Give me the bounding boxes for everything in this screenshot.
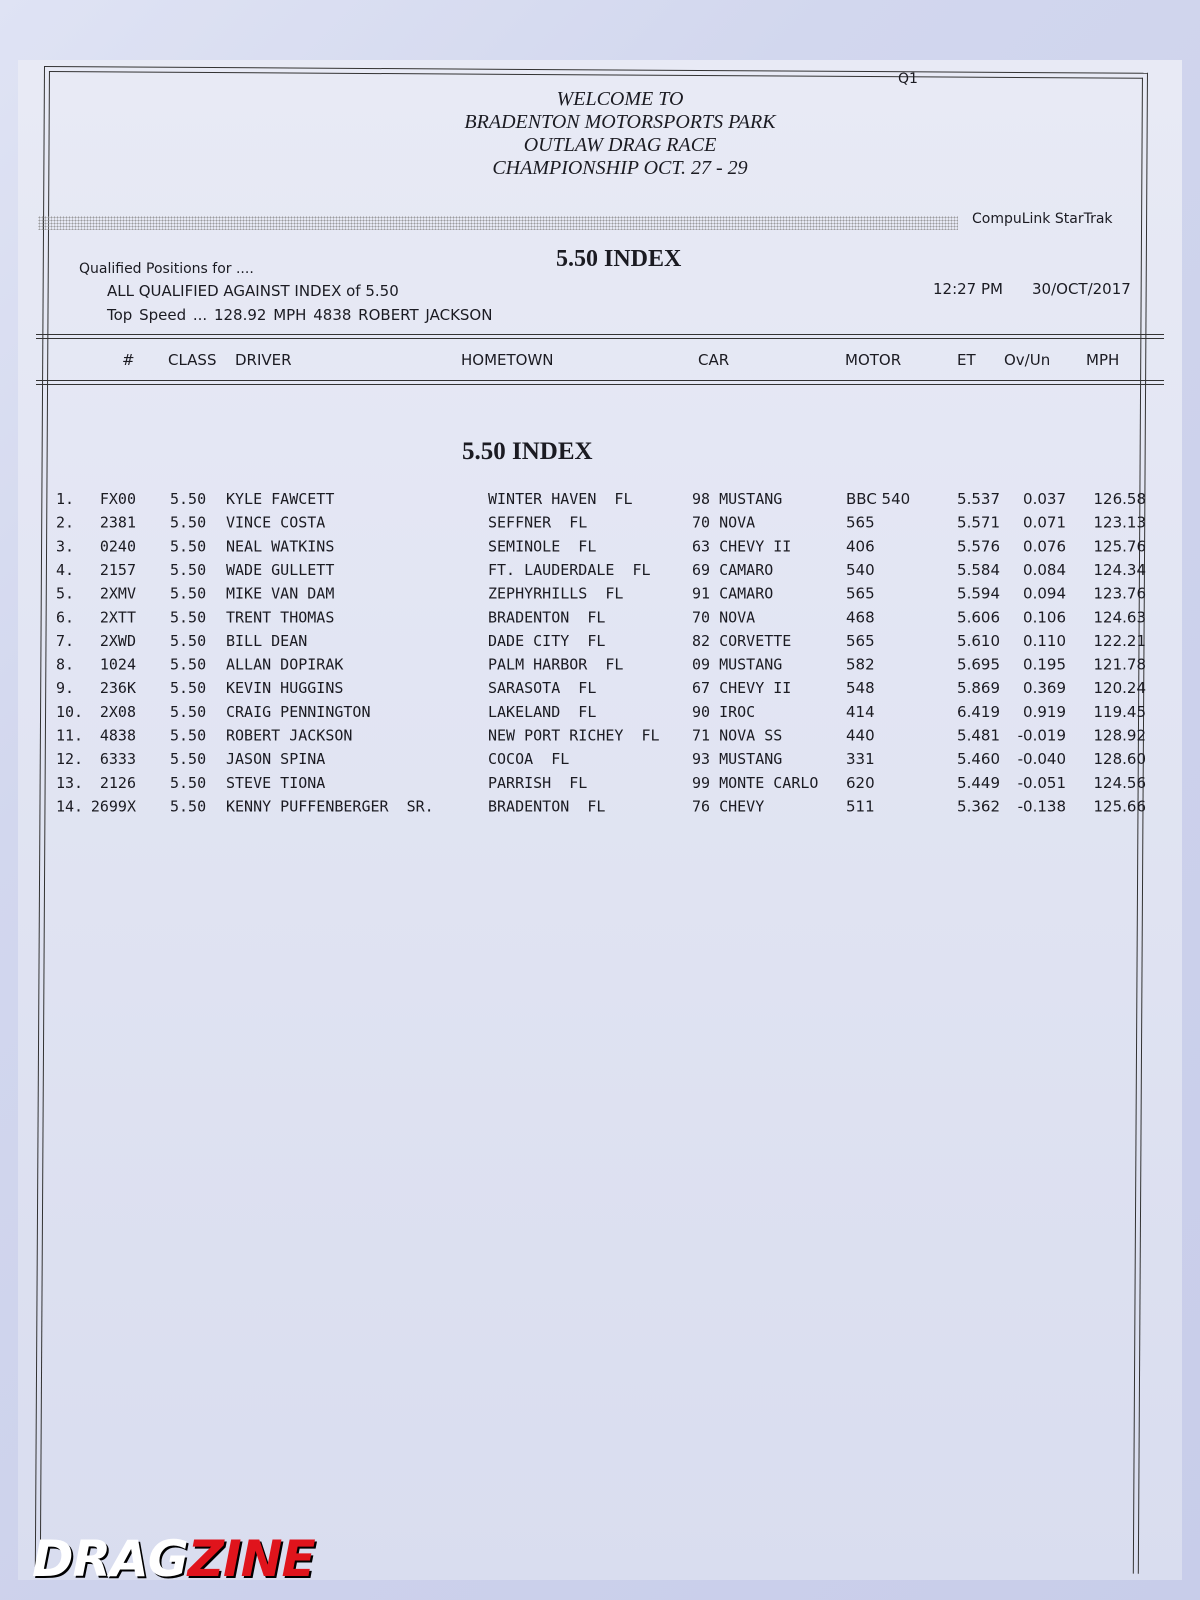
- col-header-hometown: HOMETOWN: [461, 351, 554, 369]
- row-et: 5.481: [957, 726, 1000, 745]
- header-rule-bottom-double: [36, 384, 1164, 385]
- row-driver: JASON SPINA: [226, 750, 326, 769]
- row-driver: NEAL WATKINS: [226, 537, 335, 556]
- row-car: 93 MUSTANG: [692, 750, 783, 769]
- row-mph: 124.56: [1093, 773, 1146, 792]
- row-motor: 620: [846, 773, 875, 792]
- row-driver: KENNY PUFFENBERGER SR.: [226, 797, 434, 816]
- row-hometown: BRADENTON FL: [488, 608, 606, 627]
- logo-part-drag: DRAG: [32, 1530, 188, 1588]
- row-over-under: 0.106: [1023, 608, 1066, 627]
- row-motor: 406: [846, 537, 875, 556]
- row-position: 3.: [56, 537, 75, 556]
- row-over-under: -0.019: [1017, 726, 1066, 745]
- table-row: [0, 797, 1200, 821]
- row-class: 5.50: [170, 797, 207, 816]
- row-class: 5.50: [170, 773, 207, 792]
- row-position: 10.: [56, 702, 84, 721]
- table-row: [0, 727, 1200, 751]
- row-class: 5.50: [170, 726, 207, 745]
- row-over-under: 0.071: [1023, 513, 1066, 532]
- row-car: 99 MONTE CARLO: [692, 773, 819, 792]
- event-name-line: OUTLAW DRAG RACE: [523, 134, 717, 156]
- row-car-number: 236K: [99, 679, 136, 698]
- row-driver: MIKE VAN DAM: [226, 584, 335, 603]
- row-class: 5.50: [170, 560, 207, 579]
- row-car-number: 1024: [99, 655, 136, 674]
- row-car-number: FX00: [99, 490, 136, 508]
- col-header-mph: MPH: [1086, 351, 1120, 369]
- table-row: [0, 561, 1200, 585]
- row-position: 12.: [56, 750, 84, 769]
- row-car-number: 2XMV: [99, 584, 136, 603]
- row-mph: 128.60: [1093, 750, 1146, 769]
- row-over-under: -0.040: [1017, 750, 1066, 769]
- row-position: 13.: [56, 773, 84, 792]
- row-motor: 582: [846, 655, 875, 674]
- row-et: 5.362: [957, 797, 1000, 816]
- row-position: 5.: [56, 584, 75, 603]
- row-driver: STEVE TIONA: [226, 773, 326, 792]
- table-row: [0, 537, 1200, 561]
- row-hometown: COCOA FL: [488, 750, 570, 769]
- row-motor: 440: [846, 726, 875, 745]
- row-car: 09 MUSTANG: [692, 655, 783, 674]
- row-class: 5.50: [170, 750, 207, 769]
- table-row: [0, 750, 1200, 774]
- row-mph: 121.78: [1093, 655, 1146, 674]
- row-mph: 124.34: [1093, 560, 1146, 579]
- row-car-number: 2699X: [90, 797, 136, 816]
- row-et: 6.419: [957, 702, 1000, 721]
- row-car-number: 2X08: [99, 702, 136, 721]
- event-welcome-heading: [420, 88, 820, 180]
- row-car: 90 IROC: [692, 702, 756, 721]
- row-position: 2.: [56, 513, 75, 532]
- logo-part-zine: ZINE: [187, 1530, 315, 1588]
- row-hometown: BRADENTON FL: [488, 797, 606, 816]
- row-car-number: 0240: [99, 537, 136, 556]
- row-class: 5.50: [170, 513, 207, 532]
- row-et: 5.449: [957, 773, 1000, 792]
- header-rule-top: [36, 334, 1164, 335]
- row-position: 7.: [56, 631, 75, 650]
- row-car: 70 NOVA: [692, 608, 756, 627]
- table-row: [0, 608, 1200, 632]
- row-class: 5.50: [170, 702, 207, 721]
- row-driver: BILL DEAN: [226, 631, 308, 650]
- row-mph: 124.63: [1093, 608, 1146, 627]
- row-hometown: SEFFNER FL: [488, 513, 588, 532]
- row-mph: 125.76: [1093, 537, 1146, 556]
- qualified-against-index: ALL QUALIFIED AGAINST INDEX of 5.50: [107, 282, 399, 300]
- col-header-class: CLASS: [168, 351, 217, 369]
- row-hometown: NEW PORT RICHEY FL: [488, 726, 660, 745]
- row-driver: WADE GULLETT: [226, 560, 335, 579]
- row-position: 6.: [56, 608, 75, 627]
- row-class: 5.50: [170, 490, 207, 508]
- row-car: 82 CORVETTE: [692, 631, 792, 650]
- row-et: 5.869: [957, 679, 1000, 698]
- row-over-under: 0.919: [1023, 702, 1066, 721]
- row-over-under: -0.051: [1017, 773, 1066, 792]
- row-car-number: 2381: [99, 513, 136, 532]
- row-class: 5.50: [170, 608, 207, 627]
- table-row: [0, 490, 1200, 514]
- row-driver: ALLAN DOPIRAK: [226, 655, 344, 674]
- row-car: 98 MUSTANG: [692, 490, 783, 508]
- row-over-under: 0.084: [1023, 560, 1066, 579]
- row-class: 5.50: [170, 631, 207, 650]
- row-position: 4.: [56, 560, 75, 579]
- row-driver: CRAIG PENNINGTON: [226, 702, 371, 721]
- row-motor: 331: [846, 750, 875, 769]
- row-mph: 120.24: [1093, 679, 1146, 698]
- row-mph: 123.76: [1093, 584, 1146, 603]
- row-car-number: 2126: [99, 773, 136, 792]
- qualified-positions-label: Qualified Positions for ....: [79, 261, 254, 277]
- row-hometown: WINTER HAVEN FL: [488, 490, 633, 508]
- col-header-motor: MOTOR: [845, 351, 902, 369]
- row-hometown: PARRISH FL: [488, 773, 588, 792]
- row-over-under: 0.369: [1023, 679, 1066, 698]
- class-index-title: 5.50 INDEX: [556, 246, 682, 272]
- row-et: 5.584: [957, 560, 1000, 579]
- row-motor: 548: [846, 679, 875, 698]
- row-motor: 565: [846, 513, 875, 532]
- header-rule-bottom: [36, 380, 1164, 381]
- row-hometown: SEMINOLE FL: [488, 537, 597, 556]
- row-driver: ROBERT JACKSON: [226, 726, 353, 745]
- row-car-number: 2157: [99, 560, 136, 579]
- row-car: 71 NOVA SS: [692, 726, 783, 745]
- top-speed-line: Top Speed ... 128.92 MPH 4838 ROBERT JACKSON: [107, 306, 493, 324]
- row-hometown: DADE CITY FL: [488, 631, 606, 650]
- row-position: 8.: [56, 655, 75, 674]
- row-class: 5.50: [170, 655, 207, 674]
- row-hometown: LAKELAND FL: [488, 702, 597, 721]
- row-motor: 565: [846, 584, 875, 603]
- row-mph: 119.45: [1093, 702, 1146, 721]
- row-hometown: ZEPHYRHILLS FL: [488, 584, 624, 603]
- header-rule-top-double: [36, 338, 1164, 339]
- row-mph: 128.92: [1093, 726, 1146, 745]
- col-header-over-under: Ov/Un: [1004, 351, 1051, 369]
- report-time: 12:27 PM: [933, 280, 1003, 298]
- table-row: [0, 514, 1200, 538]
- event-dates-line: CHAMPIONSHIP OCT. 27 - 29: [492, 157, 748, 179]
- row-hometown: SARASOTA FL: [488, 679, 597, 698]
- table-row: [0, 585, 1200, 609]
- table-row: [0, 632, 1200, 656]
- row-over-under: 0.195: [1023, 655, 1066, 674]
- col-header-driver: DRIVER: [235, 351, 292, 369]
- row-position: 9.: [56, 679, 75, 698]
- row-car: 69 CAMARO: [692, 560, 774, 579]
- welcome-line: WELCOME TO: [556, 88, 684, 110]
- row-hometown: PALM HARBOR FL: [488, 655, 624, 674]
- row-et: 5.576: [957, 537, 1000, 556]
- col-header-et: ET: [957, 351, 976, 369]
- col-header-number: #: [122, 351, 135, 369]
- row-mph: 126.58: [1093, 490, 1146, 508]
- row-et: 5.594: [957, 584, 1000, 603]
- row-driver: KYLE FAWCETT: [226, 490, 335, 508]
- row-car: 67 CHEVY II: [692, 679, 792, 698]
- row-hometown: FT. LAUDERDALE FL: [488, 560, 651, 579]
- table-row: [0, 656, 1200, 680]
- row-position: 11.: [56, 726, 84, 745]
- row-et: 5.606: [957, 608, 1000, 627]
- row-car: 91 CAMARO: [692, 584, 774, 603]
- row-motor: 511: [846, 797, 875, 816]
- row-over-under: -0.138: [1017, 797, 1066, 816]
- qualifying-round-label: Q1: [898, 71, 918, 87]
- row-et: 5.537: [957, 490, 1000, 508]
- table-row: [0, 679, 1200, 703]
- row-over-under: 0.094: [1023, 584, 1066, 603]
- row-et: 5.460: [957, 750, 1000, 769]
- row-et: 5.571: [957, 513, 1000, 532]
- row-position: 14.: [56, 797, 84, 816]
- row-over-under: 0.110: [1023, 631, 1066, 650]
- row-class: 5.50: [170, 537, 207, 556]
- row-motor: 414: [846, 702, 875, 721]
- row-over-under: 0.076: [1023, 537, 1066, 556]
- dotted-separator: [38, 216, 958, 230]
- results-section-title: 5.50 INDEX: [462, 438, 593, 465]
- row-car-number: 6333: [99, 750, 136, 769]
- row-class: 5.50: [170, 679, 207, 698]
- row-car-number: 2XTT: [99, 608, 136, 627]
- row-motor: 468: [846, 608, 875, 627]
- row-mph: 123.13: [1093, 513, 1146, 532]
- row-car-number: 2XWD: [99, 631, 136, 650]
- row-motor: 565: [846, 631, 875, 650]
- table-row: [0, 774, 1200, 798]
- track-name-line: BRADENTON MOTORSPORTS PARK: [464, 111, 776, 133]
- row-class: 5.50: [170, 584, 207, 603]
- row-mph: 125.66: [1093, 797, 1146, 816]
- table-row: [0, 703, 1200, 727]
- row-over-under: 0.037: [1023, 490, 1066, 508]
- row-et: 5.695: [957, 655, 1000, 674]
- row-mph: 122.21: [1093, 631, 1146, 650]
- row-driver: VINCE COSTA: [226, 513, 326, 532]
- col-header-car: CAR: [698, 351, 730, 369]
- row-car-number: 4838: [99, 726, 136, 745]
- row-car: 70 NOVA: [692, 513, 756, 532]
- row-driver: TRENT THOMAS: [226, 608, 335, 627]
- row-car: 63 CHEVY II: [692, 537, 792, 556]
- row-motor: 540: [846, 560, 875, 579]
- row-driver: KEVIN HUGGINS: [226, 679, 344, 698]
- row-et: 5.610: [957, 631, 1000, 650]
- row-motor: BBC 540: [846, 490, 911, 508]
- row-position: 1.: [56, 490, 75, 508]
- timing-system-brand: CompuLink StarTrak: [972, 211, 1113, 227]
- row-car: 76 CHEVY: [692, 797, 765, 816]
- report-date: 30/OCT/2017: [1032, 280, 1131, 298]
- dragzine-watermark-logo: [32, 1530, 315, 1588]
